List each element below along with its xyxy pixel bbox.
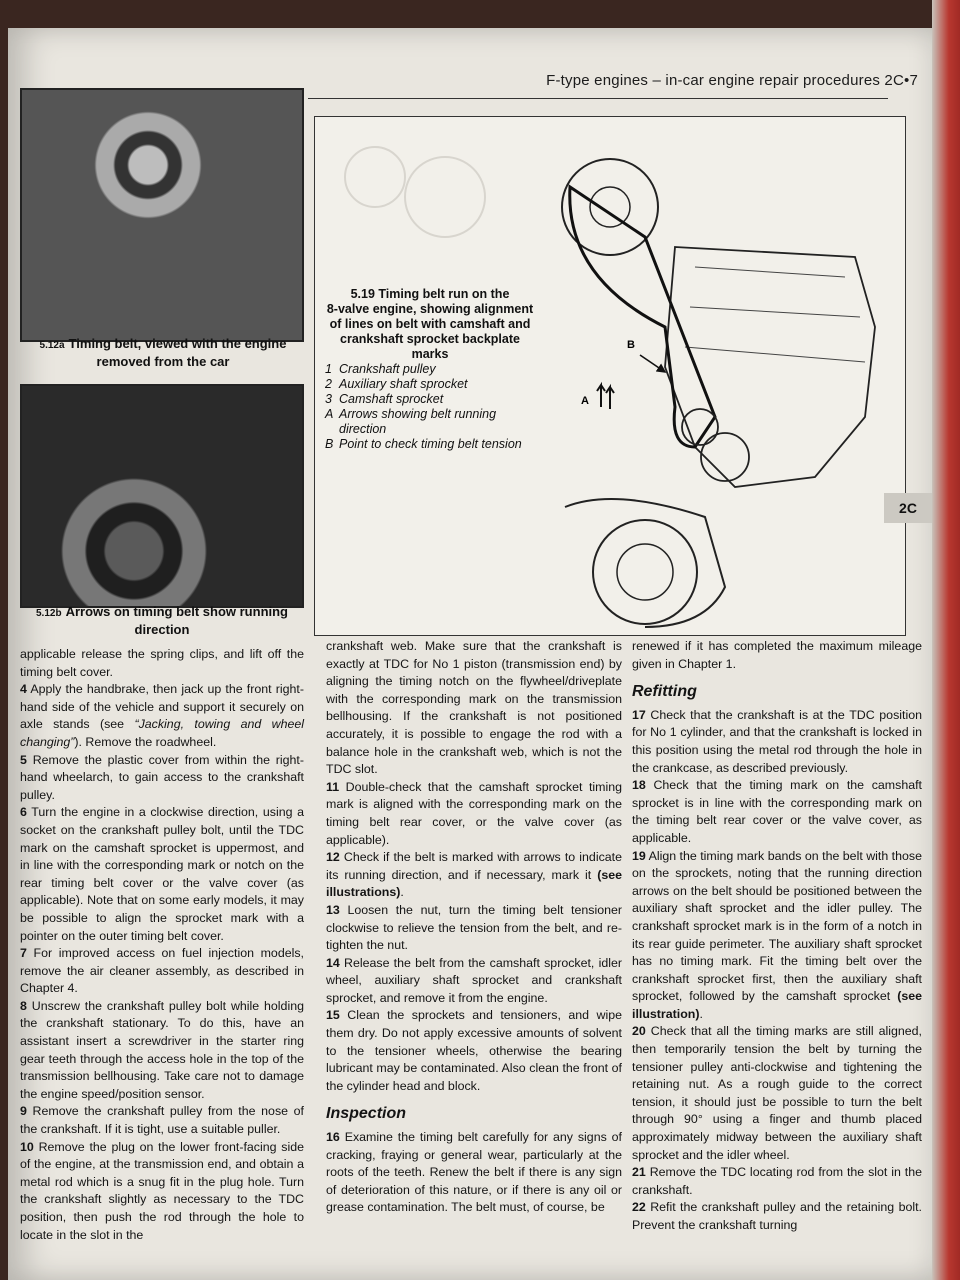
paragraph-text: Apply the handbrake, then jack up the front right-hand side of the vehicle and support it securely on axle stands (see [20, 682, 304, 732]
paragraph [20, 681, 304, 751]
paragraph-text: Align the timing mark bands on the belt with those on the sprockets, noting that the running direction arrows on the belt should be positioned between the auxiliary shaft sprocket and the idler pulley. The crankshaft sprocket mark is in the form of a notch in its rear guide perimeter. The auxiliary shaft sprocket has no timing mark. Fit the timing belt over the crankshaft sprocket first, then the auxiliary shaft sprocket, followed by the camshaft sprocket [632, 848, 922, 1004]
tension-pointer-icon [640, 355, 665, 372]
paragraph [20, 1103, 304, 1138]
paragraph-text: Remove the plastic cover from within the right-hand wheelarch, to gain access to the crankshaft pulley. [20, 752, 305, 802]
paragraph [632, 638, 922, 673]
paragraph [326, 1129, 622, 1217]
legend-key: 3 [325, 392, 332, 406]
paragraph-text: Check if the belt is marked with arrows to indicate its running direction, and if necessary, mark it [326, 850, 622, 882]
header-rule [308, 98, 888, 99]
paragraph-text: Check that the crankshaft is at the TDC position for No 1 cylinder, and that the crankshaft is locked in this position using the metal rod through the hole in the crankcase, as described previously. [632, 707, 922, 775]
figure-caption-text: Arrows on timing belt show running direction [65, 604, 288, 637]
crankshaft-pulley-shape [701, 433, 749, 481]
timing-belt-diagram [314, 116, 906, 636]
crankshaft-sprocket-detail [593, 520, 697, 624]
text-column-3 [632, 638, 922, 1235]
paragraph [632, 848, 922, 1024]
step-number: 7 [20, 946, 27, 961]
paragraph-text: Remove the TDC locating rod from the slot in the crankshaft. [632, 1165, 922, 1197]
diagram-legend [325, 362, 535, 452]
paragraph-text: crankshaft web. Make sure that the crankshaft is exactly at TDC for No 1 piston (transmission end) by aligning the timing notch on the flywheel/driveplate with the corresponding mark on the transmission bellhousing. If the crankshaft is not positioned accurately, it is possible to engage the rod with a balance hole in the crankshaft web, which is not the TDC slot. [326, 639, 622, 777]
chapter-tab: 2C [884, 493, 932, 523]
diagram-label-b: B [627, 339, 635, 351]
step-number: 9 [20, 1104, 27, 1119]
paragraph [20, 804, 304, 945]
step-number: 8 [20, 998, 27, 1013]
reference-text: “Jacking, towing and wheel changing” [20, 717, 304, 749]
paragraph [326, 638, 622, 779]
diagram-label-a: A [581, 395, 589, 407]
step-number: 13 [326, 902, 340, 917]
step-number: 11 [326, 779, 340, 794]
paragraph-text: Double-check that the camshaft sprocket timing mark is aligned with the corresponding mark on the timing belt rear cover, or the valve cover (as applicable). [326, 779, 622, 847]
timing-belt-shape [570, 187, 715, 447]
figure-caption-5-12a [28, 336, 298, 370]
paragraph-text: Unscrew the crankshaft pulley bolt while holding the crankshaft stationary. To do this, have an assistant insert a screwdriver in the starter ring gear teeth through the access hole in the top of the transmission bellhousing. Take care not to damage the engine speed/position sensor. [20, 998, 304, 1101]
step-number: 17 [632, 707, 646, 722]
direction-arrows-icon [597, 385, 614, 409]
illustration-reference: (see illustrations) [326, 867, 622, 900]
legend-text: Crankshaft pulley [339, 362, 436, 376]
legend-item [325, 392, 535, 407]
figure-caption-text: Timing belt, viewed with the engine removed from the car [68, 336, 287, 369]
step-number: 18 [632, 778, 646, 793]
paragraph [632, 1199, 922, 1234]
text-column-1 [20, 646, 304, 1244]
manual-page [8, 28, 932, 1280]
legend-key: A [325, 407, 334, 421]
paragraph [20, 998, 304, 1104]
photo-timing-belt-engine [20, 88, 304, 342]
step-number: 4 [20, 682, 27, 697]
paragraph-text: . [699, 1006, 703, 1021]
paragraph [326, 1007, 622, 1095]
step-number: 10 [20, 1139, 34, 1154]
legend-key: 1 [325, 362, 332, 376]
legend-key: 2 [325, 377, 332, 391]
paragraph [632, 777, 922, 847]
paragraph-text: Release the belt from the camshaft sprocket, idler wheel, auxiliary shaft sprocket and crankshaft sprocket, and remove it from the engine. [326, 955, 622, 1005]
legend-text: Auxiliary shaft sprocket [339, 377, 468, 391]
page-header: F-type engines – in-car engine repair procedures 2C•7 [546, 72, 918, 89]
diagram-caption-line1: 5.19 Timing belt run on the [350, 287, 510, 301]
paragraph-text: Check that all the timing marks are still aligned, then temporarily tension the belt by turning the tensioner pulley anti-clockwise and tightening the retaining nut. As a rough guide to the correct tension, it should just be possible to turn the belt through 90° using a finger and thumb placed approximately midway between the auxiliary shaft sprocket and the idler wheel. [632, 1024, 922, 1162]
step-number: 14 [326, 955, 340, 970]
paragraph-text: Check that the timing mark on the camshaft sprocket is in line with the corresponding mark on the timing belt rear cover or the valve cover, as applicable. [632, 778, 922, 845]
paragraph [20, 752, 304, 805]
paragraph [326, 849, 622, 902]
diagram-caption [325, 287, 535, 362]
figure-caption-5-12b [22, 604, 302, 638]
legend-text: Point to check timing belt tension [339, 437, 522, 451]
legend-item [325, 407, 535, 437]
step-number: 19 [632, 848, 646, 863]
paragraph [632, 1164, 922, 1199]
paragraph [20, 646, 304, 681]
paragraph [20, 945, 304, 998]
legend-item [325, 377, 535, 392]
paragraph [326, 955, 622, 1008]
diagram-caption-line2: 8-valve engine, showing alignment of lines on belt with camshaft and crankshaft sprocket backplate marks [326, 302, 534, 361]
step-number: 16 [326, 1130, 340, 1145]
paragraph-text: ). Remove the roadwheel. [74, 734, 217, 749]
figure-number: 5.12a [39, 340, 65, 351]
paragraph-text: Turn the engine in a clockwise direction, using a socket on the crankshaft pulley bolt, until the TDC mark on the camshaft sprocket is uppermost, and in line with the corresponding mark or notch on the rear timing belt cover or the valve cover (as applicable). Note that on some early models, it may be possible to align the sprocket mark with a pointer on the outer timing belt cover. [20, 805, 304, 943]
paragraph-text: applicable release the spring clips, and lift off the timing belt cover. [20, 647, 304, 679]
step-number: 12 [326, 850, 340, 865]
paragraph-text: Clean the sprockets and tensioners, and wipe them dry. Do not apply excessive amounts of solvent to the tensioner wheels, otherwise the bearing lubricant may be contaminated. Also clean the front of the cylinder head and block. [326, 1008, 622, 1093]
step-number: 5 [20, 752, 27, 767]
paragraph [632, 707, 922, 777]
legend-item [325, 362, 535, 377]
paragraph [20, 1139, 304, 1245]
step-number: 21 [632, 1165, 646, 1180]
paragraph-text: Loosen the nut, turn the timing belt tensioner clockwise to relieve the tension from the belt, and re-tighten the nut. [326, 902, 622, 953]
section-heading-refitting: Refitting [632, 683, 697, 701]
paragraph-text: For improved access on fuel injection models, remove the air cleaner assembly, as described in Chapter 4. [20, 946, 304, 996]
legend-text: Camshaft sprocket [339, 392, 444, 406]
text-column-2 [326, 638, 622, 1217]
paragraph-text: Examine the timing belt carefully for any signs of cracking, fraying or general wear, particularly at the roots of the teeth. Renew the belt if there is any sign of deterioration of this nature, or if there is any oil or grease contamination. The belt must, of course, be [326, 1130, 622, 1215]
paragraph [326, 779, 622, 849]
paragraph-text: Refit the crankshaft pulley and the retaining bolt. Prevent the crankshaft turning [632, 1200, 922, 1232]
section-heading-inspection: Inspection [326, 1105, 407, 1123]
step-number: 6 [20, 805, 27, 820]
step-number: 20 [632, 1024, 646, 1039]
paragraph [326, 902, 622, 955]
legend-text: Arrows showing belt running direction [339, 407, 497, 436]
legend-key: B [325, 437, 334, 451]
figure-number: 5.12b [35, 608, 62, 619]
paragraph-text: Remove the crankshaft pulley from the nose of the crankshaft. If it is tight, use a suitable puller. [20, 1104, 304, 1137]
page-edge [932, 0, 960, 1280]
step-number: 22 [632, 1200, 646, 1215]
illustration-reference: (see illustration) [632, 989, 922, 1021]
paragraph-text: Remove the plug on the lower front-facing side of the engine, at the transmission end, and obtain a metal rod which is a snug fit in the plug hole. Turn the crankshaft slightly as necessary to the TDC position, then push the rod through the hole to locate in the slot in the [20, 1139, 304, 1242]
step-number: 15 [326, 1008, 340, 1023]
legend-item [325, 437, 535, 452]
photo-timing-belt-arrows [20, 384, 304, 608]
paragraph-text: renewed if it has completed the maximum mileage given in Chapter 1. [632, 639, 922, 671]
paragraph-text: . [400, 885, 404, 900]
paragraph [632, 1023, 922, 1164]
